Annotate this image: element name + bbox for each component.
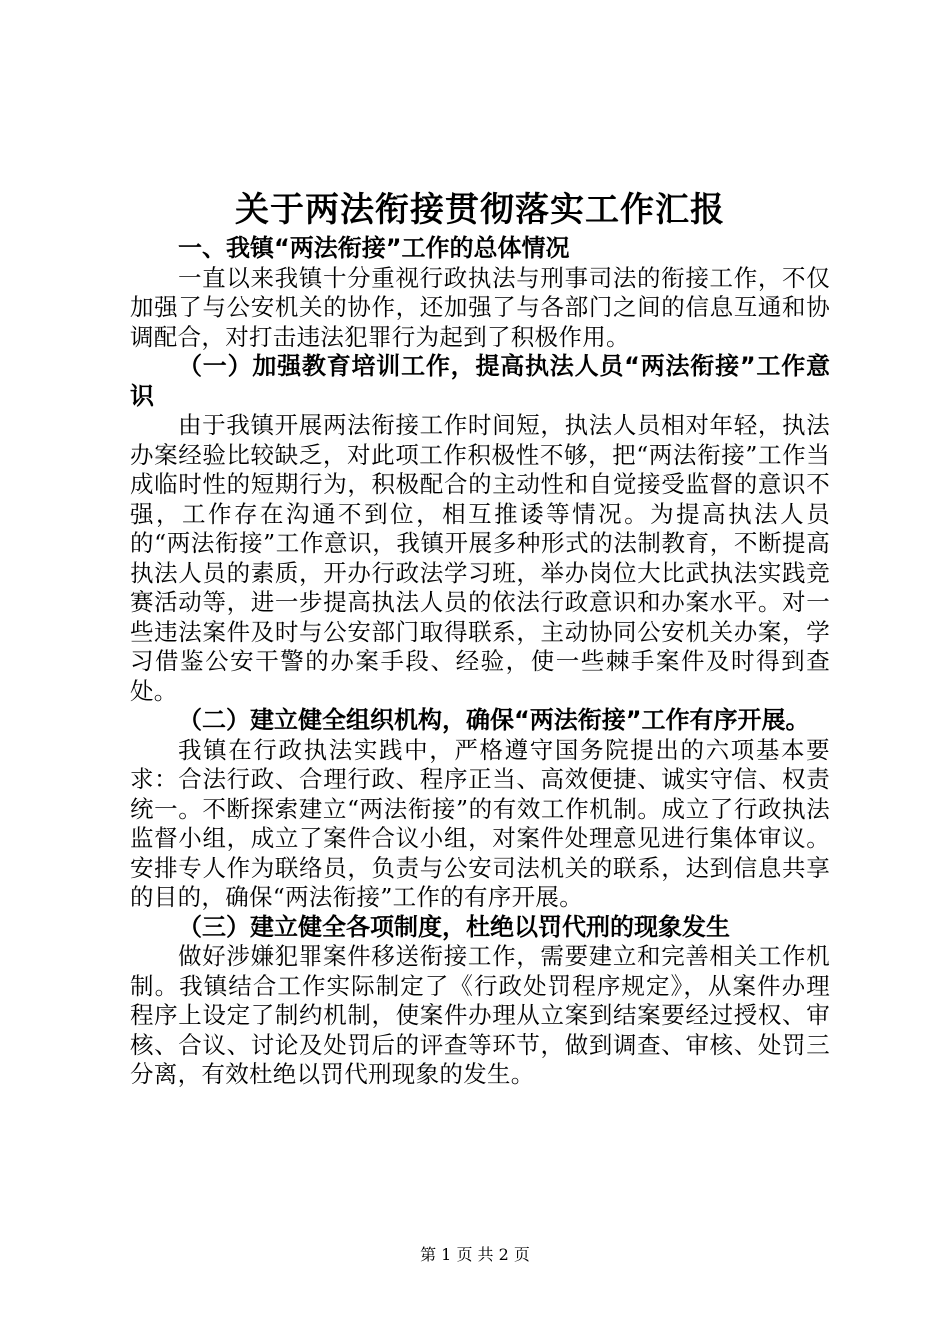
section-heading-4: （三）建立健全各项制度，杜绝以罚代刑的现象发生 [178, 912, 730, 941]
paragraph-1: 一直以来我镇十分重视行政执法与刑事司法的衔接工作，不仅加强了与公安机关的协作，还加强了与各部门之间的信息互通和协调配合，对打击违法犯罪行为起到了积极作用。 [130, 263, 830, 351]
section-heading-1: 一、我镇“两法衔接”工作的总体情况 [178, 234, 570, 262]
page-number-footer: 第 1 页 共 2 页 [420, 1245, 530, 1264]
section-heading-3: （二）建立健全组织机构，确保“两法衔接”工作有序开展。 [178, 706, 810, 734]
section-heading-2: （一）加强教育培训工作，提高执法人员“两法衔接”工作意识 [130, 352, 830, 410]
document-body [130, 188, 830, 1090]
document-title: 关于两法衔接贯彻落实工作汇报 [235, 190, 725, 230]
paragraph-3: 我镇在行政执法实践中，严格遵守国务院提出的六项基本要求：合法行政、合理行政、程序正当、高效便捷、诚实守信、权责统一。不断探索建立“两法衔接”的有效工作机制。成立了行政执法监督小组，成立了案件合议小组，对案件处理意见进行集体审议。安排专人作为联络员，负责与公安司法机关的联系，达到信息共享的目的，确保“两法衔接”工作的有序开展。 [130, 735, 830, 911]
paragraph-4: 做好涉嫌犯罪案件移送衔接工作，需要建立和完善相关工作机制。我镇结合工作实际制定了《行政处罚程序规定》，从案件办理程序上设定了制约机制，使案件办理从立案到结案要经过授权、审核、合议、讨论及处罚后的评查等环节，做到调查、审核、处罚三分离，有效杜绝以罚代刑现象的发生。 [130, 942, 830, 1088]
paragraph-2: 由于我镇开展两法衔接工作时间短，执法人员相对年轻，执法办案经验比较缺乏，对此项工作积极性不够，把“两法衔接”工作当成临时性的短期行为，积极配合的主动性和自觉接受监督的意识不强，工作存在沟通不到位，相互推诿等情况。为提高执法人员的“两法衔接”工作意识，我镇开展多种形式的法制教育，不断提高执法人员的素质，开办行政法学习班，举办岗位大比武执法实践竞赛活动等，进一步提高执法人员的依法行政意识和办案水平。对一些违法案件及时与公安部门取得联系，主动协同公安机关办案，学习借鉴公安干警的办案手段、经验，使一些棘手案件及时得到查处。 [130, 411, 830, 705]
